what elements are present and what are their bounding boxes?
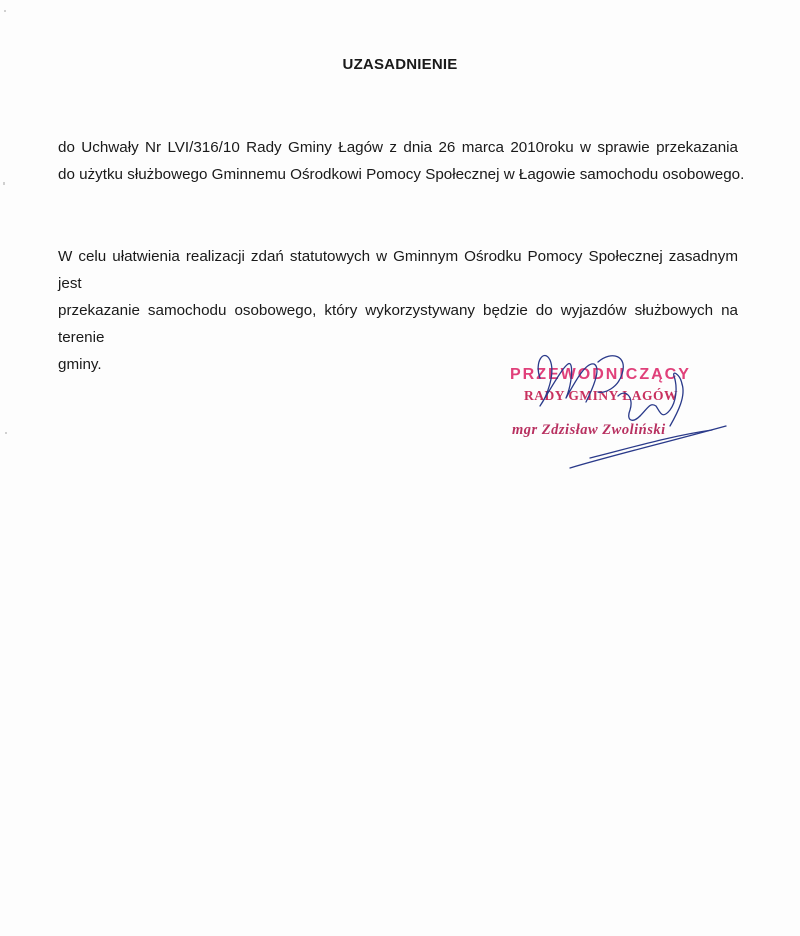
scan-artifact — [3, 182, 5, 185]
paragraph-line: do użytku służbowego Gminnemu Ośrodkowi Pomocy Społecznej w Łagowie samochodu osobowego. — [58, 166, 745, 183]
paragraph-justification — [58, 243, 738, 378]
stamp-title: PRZEWODNICZĄCY — [510, 366, 691, 383]
official-stamp — [496, 362, 716, 462]
paragraph-line: gminy. — [58, 356, 102, 373]
document-title: UZASADNIENIE — [342, 56, 458, 73]
paragraph-line: przekazanie samochodu osobowego, który wykorzystywany będzie do wyjazdów służbowych na terenie — [58, 302, 738, 346]
scan-artifact — [5, 432, 7, 434]
stamp-council-name: RADY GMINY ŁAGÓW — [524, 388, 678, 403]
scan-artifact — [4, 10, 6, 12]
paragraph-resolution-reference — [58, 134, 745, 188]
paragraph-line: W celu ułatwienia realizacji zdań statutowych w Gminnym Ośrodku Pomocy Społecznej zasadnym jest — [58, 248, 738, 292]
paragraph-line: do Uchwały Nr LVI/316/10 Rady Gminy Łagów z dnia 26 marca 2010roku w sprawie przekazania — [58, 139, 738, 156]
stamp-signatory-name: mgr Zdzisław Zwoliński — [512, 422, 666, 438]
